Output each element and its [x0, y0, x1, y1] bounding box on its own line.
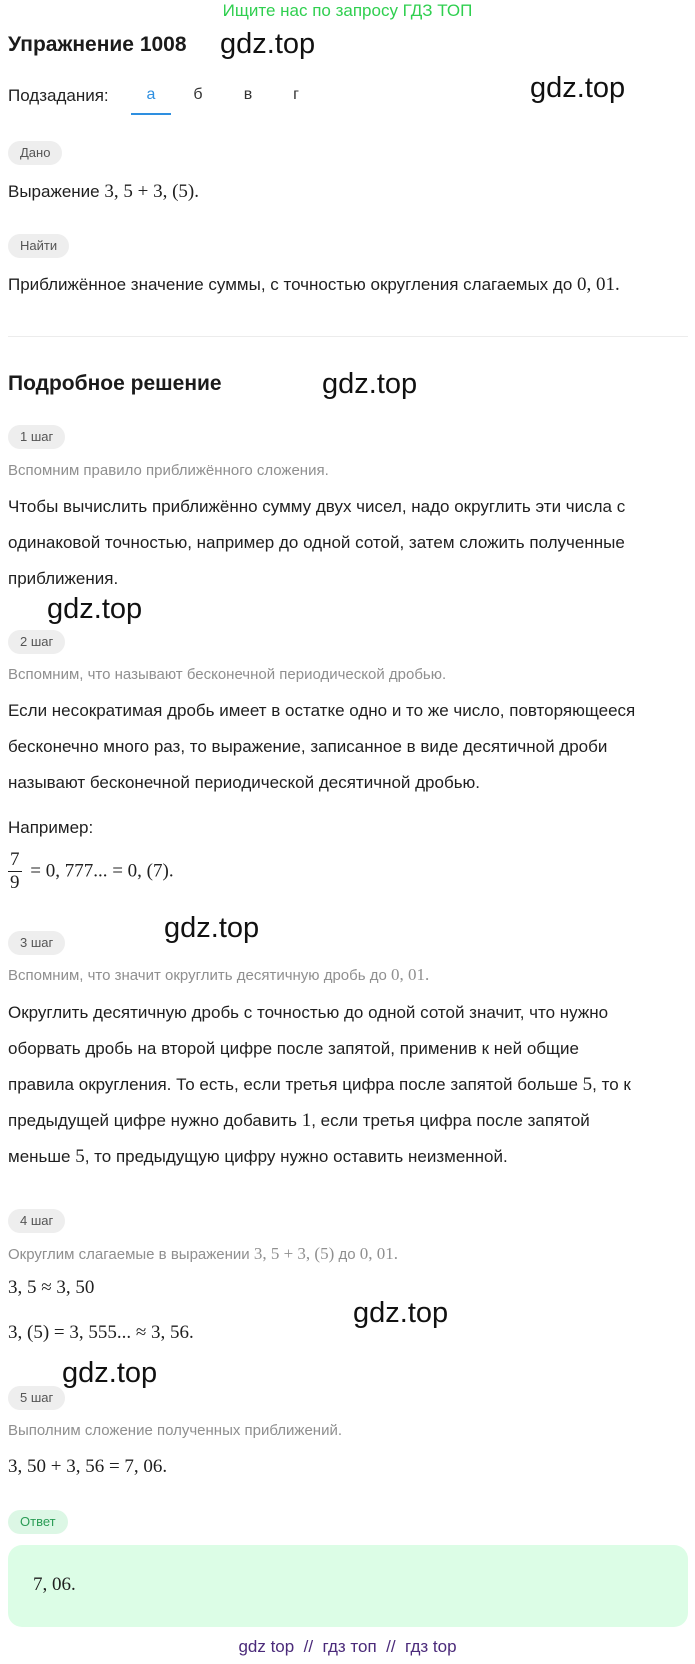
step-5-hint: Выполним сложение полученных приближений.: [8, 1422, 342, 1439]
step-4-formula: 3, 5 ≈ 3, 50: [8, 1277, 95, 1298]
step-4-hint-math: 3, 5 + 3, (5): [253, 1244, 335, 1263]
step-3-math: 1: [301, 1110, 312, 1131]
step-1-line: Чтобы вычислить приближённо сумму двух чисел, надо округлить эти числа с: [8, 497, 626, 516]
step-3-math: 5: [582, 1074, 593, 1095]
active-tab-indicator: [131, 113, 171, 115]
solution-title: Подробное решение: [8, 372, 222, 395]
subtasks-label: Подзадания:: [8, 86, 109, 105]
step-4-hint-math: 0, 01.: [359, 1244, 398, 1263]
watermark: gdz.top: [164, 912, 260, 944]
step-3-line: оборвать дробь на второй цифре после запятой, применив к ней общие: [8, 1039, 579, 1058]
given-math: 3, 5 + 3, (5).: [104, 181, 199, 202]
step-3-line: [8, 1103, 590, 1139]
given-chip: Дано: [8, 141, 62, 165]
find-label: Приближённое значение суммы, с точностью округления слагаемых до: [8, 275, 573, 294]
tab-g[interactable]: г: [293, 86, 299, 103]
step-1-line: одинаковой точностью, например до одной сотой, затем сложить полученные: [8, 533, 625, 552]
fraction-numerator: 7: [10, 849, 20, 870]
step-1-line: приближения.: [8, 569, 119, 588]
answer-value: 7, 06.: [33, 1574, 76, 1595]
given-label: Выражение: [8, 182, 100, 201]
step-3-text: , то предыдущую цифру нужно оставить неизменной.: [84, 1147, 508, 1166]
step-3-text: правила округления. То есть, если третья цифра после запятой больше: [8, 1075, 578, 1094]
step-3-line: Округлить десятичную дробь с точностью до одной сотой значит, что нужно: [8, 1003, 609, 1022]
find-chip: Найти: [8, 234, 69, 258]
step-3-hint: [8, 965, 429, 985]
footer-links[interactable]: gdz top // гдз топ // гдз top: [238, 1637, 457, 1656]
step-2-line: называют бесконечной периодической десятичной дробью.: [8, 773, 481, 792]
fraction: [8, 849, 22, 894]
step-5-chip: 5 шаг: [8, 1386, 65, 1410]
tab-b[interactable]: б: [193, 86, 203, 103]
example-formula: [8, 849, 174, 894]
watermark: gdz.top: [530, 72, 626, 104]
step-4-hint-text: Округлим слагаемые в выражении: [8, 1246, 250, 1263]
step-3-line: [8, 1067, 631, 1103]
promo-link[interactable]: Ищите нас по запросу ГДЗ ТОП: [222, 1, 473, 20]
watermark: gdz.top: [62, 1357, 158, 1389]
watermark: gdz.top: [47, 593, 143, 625]
example-label: Например:: [8, 818, 94, 837]
step-4-hint-text: до: [338, 1246, 356, 1263]
find-math: 0, 01.: [577, 274, 620, 295]
watermark: gdz.top: [353, 1297, 449, 1329]
step-3-math: 5: [75, 1146, 85, 1167]
step-3-hint-text: Вспомним, что значит округлить десятичную дробь до: [8, 967, 387, 984]
watermark: gdz.top: [220, 28, 316, 60]
tab-v[interactable]: в: [243, 86, 253, 103]
fraction-denominator: 9: [10, 872, 20, 893]
given-text: [8, 174, 199, 210]
step-4-formula: 3, (5) = 3, 555... ≈ 3, 56.: [8, 1322, 194, 1343]
tab-a[interactable]: а: [146, 86, 156, 103]
step-1-chip: 1 шаг: [8, 425, 65, 449]
step-2-chip: 2 шаг: [8, 630, 65, 654]
answer-box: [8, 1545, 688, 1627]
step-3-chip: 3 шаг: [8, 931, 65, 955]
step-3-text: меньше: [8, 1147, 71, 1166]
step-3-text: , если третья цифра после запятой: [311, 1111, 590, 1130]
page-title: Упражнение 1008: [8, 33, 187, 56]
answer-chip: Ответ: [8, 1510, 68, 1534]
step-1-hint: Вспомним правило приближённого сложения.: [8, 462, 329, 479]
step-2-line: бесконечно много раз, то выражение, записанное в виде десятичной дроби: [8, 737, 608, 756]
example-rest: = 0, 777... = 0, (7).: [30, 860, 174, 882]
step-2-line: Если несократимая дробь имеет в остатке одно и то же число, повторяющееся: [8, 701, 636, 720]
step-3-hint-math: 0, 01.: [391, 965, 430, 984]
divider: [8, 336, 688, 337]
find-text: [8, 267, 620, 303]
step-4-hint: [8, 1244, 398, 1264]
step-3-line: [8, 1139, 508, 1175]
step-4-chip: 4 шаг: [8, 1209, 65, 1233]
step-2-hint: Вспомним, что называют бесконечной периодической дробью.: [8, 666, 447, 683]
watermark: gdz.top: [322, 368, 418, 400]
step-3-text: предыдущей цифре нужно добавить: [8, 1111, 297, 1130]
step-5-formula: 3, 50 + 3, 56 = 7, 06.: [8, 1456, 168, 1477]
step-3-text: , то к: [592, 1075, 631, 1094]
